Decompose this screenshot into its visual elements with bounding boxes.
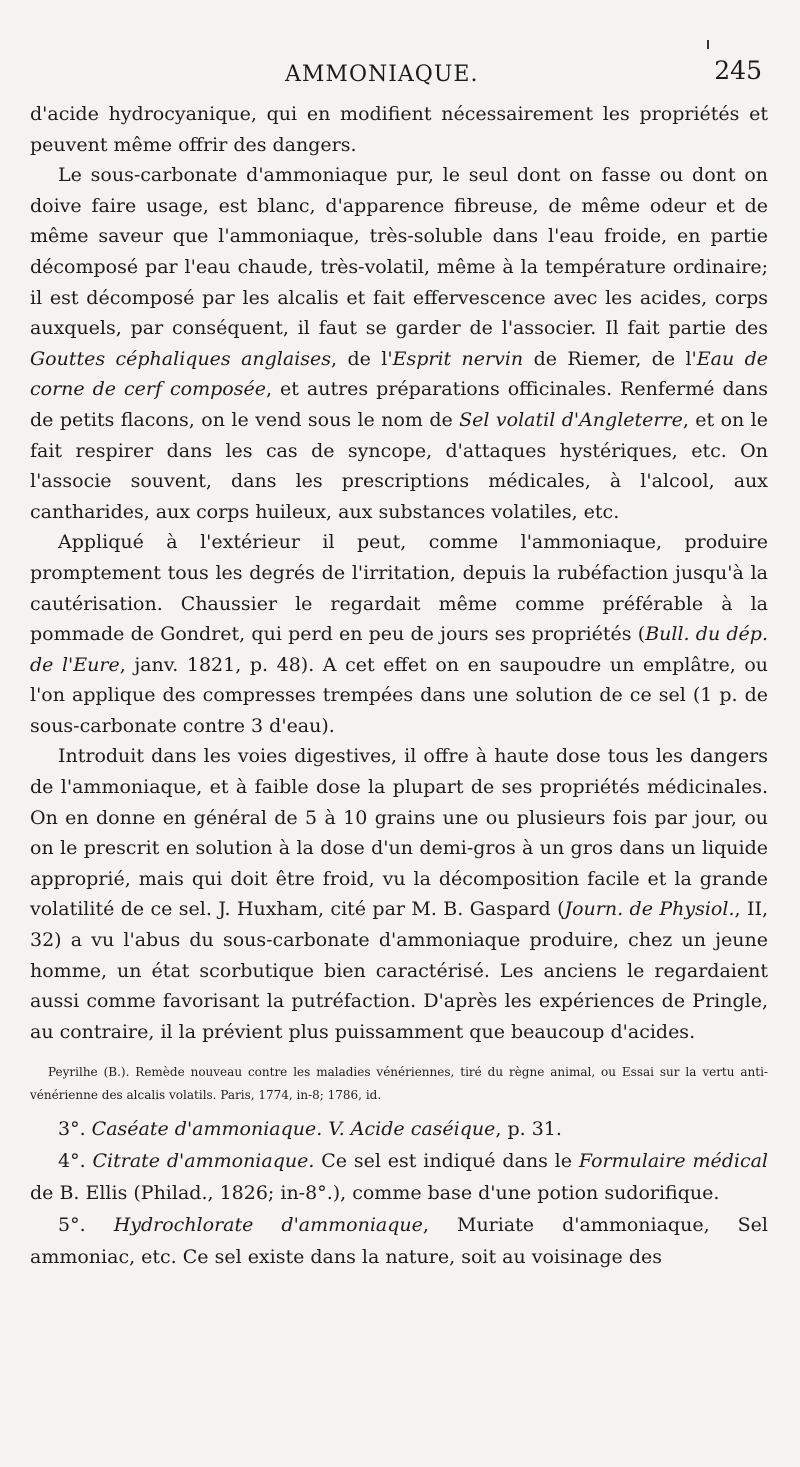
text-run: , II, 32) a vu l'abus du sous-carbonate d'ammoniaque produire, chez un jeune homme, un état scorbutique bien caractérisé. Les anciens le regardaient aussi comme favorisant la putréfaction. D'après les expériences de Pringle, au contraire, il la prévient plus puissamment que beaucoup d'acides. [30, 898, 768, 1043]
entry-title: Citrate d'ammoniaque. [92, 1150, 315, 1173]
text-run: , de l' [331, 347, 393, 370]
page-header [30, 56, 770, 96]
text-run: Le sous-carbonate d'ammoniaque pur, le seul dont on fasse ou dont on doive faire usage, est blanc, d'apparence fibreuse, de même odeur et de même saveur que l'ammoniaque, très-soluble dans l'eau froide, en partie décomposé par l'eau chaude, très-volatil, même à la température ordinaire; il est décomposé par les alcalis et fait effervescence avec les acides, corps auxquels, par conséquent, il faut se garder de l'associer. Il fait partie des [30, 164, 768, 340]
entry-caseate [30, 1113, 768, 1145]
italic-citation: Journ. de Physiol. [564, 898, 735, 921]
text-run: de Riemer, de l' [523, 347, 697, 370]
text-run: Ce sel est indiqué dans le [314, 1150, 579, 1173]
text-run: , p. 31. [495, 1118, 562, 1141]
entry-title: Caséate d'ammoniaque. V. Acide caséique [91, 1118, 496, 1141]
paragraph-usage-externe [30, 527, 768, 741]
page-number: 245 [714, 56, 762, 85]
italic-title: Eau de corne de cerf composée [30, 347, 769, 401]
italic-citation: Formulaire médical [578, 1150, 768, 1173]
text-run: , et on le fait respirer dans les cas de syncope, d'attaques hystériques, etc. On l'associe souvent, dans les prescriptions médicales, à l'alcool, aux cantharides, aux corps huileux, aux substances volatiles, etc. [30, 408, 768, 523]
bibliographic-note: Peyrilhe (B.). Remède nouveau contre les maladies vénériennes, tiré du règne animal, ou Essai sur la vertu anti-vénérienne des alcalis volatils. Paris, 1774, in-8; 1786, id. [30, 1065, 768, 1103]
text-run: , Muriate d'ammoniaque, Sel ammoniac, etc. Ce sel existe dans la nature, soit au voisinage des [30, 1214, 768, 1269]
italic-title: Gouttes céphaliques anglaises [30, 347, 332, 370]
entry-hydrochlorate [30, 1209, 768, 1273]
entry-number: 3°. [58, 1118, 92, 1141]
italic-citation: Bull. du dép. de l'Eure [30, 623, 769, 676]
paragraph-usage-interne [30, 741, 768, 1047]
text-run: , janv. 1821, p. 48). A cet effet on en saupoudre un emplâtre, ou l'on applique des compresses trempées dans une solution de ce sel (1 p. de sous-carbonate contre 3 d'eau). [30, 653, 768, 737]
entry-number: 5°. [58, 1214, 114, 1237]
text-run: Appliqué à l'extérieur il peut, comme l'ammoniaque, produire promptement tous les degrés de l'irritation, depuis la rubéfaction jusqu'à la cautérisation. Chaussier le regardait même comme préférable à la pommade de Gondret, qui perd en peu de jours ses propriétés ( [30, 531, 768, 646]
running-title: AMMONIAQUE. [285, 62, 479, 87]
text-run: Introduit dans les voies digestives, il offre à haute dose tous les dangers de l'ammoniaque, et à faible dose la plupart de ses propriétés médicinales. On en donne en général de 5 à 10 grains une ou plusieurs fois par jour, ou on le prescrit en solution à la dose d'un demi-gros à un gros dans un liquide approprié, mais qui doit être froid, vu la décomposition facile et la grande volatilité de ce sel. J. Huxham, cité par M. B. Gaspard ( [30, 745, 768, 921]
entry-number: 4°. [58, 1150, 93, 1173]
print-mark [707, 40, 709, 49]
italic-title: Esprit nervin [392, 347, 524, 370]
numbered-entries [30, 1113, 768, 1273]
text-run: d'acide hydrocyanique, qui en modifient nécessairement les propriétés et peuvent même offrir des dangers. [30, 103, 768, 156]
paragraph-sous-carbonate [30, 160, 768, 527]
italic-title: Sel volatil d'Angleterre [459, 408, 683, 431]
entry-citrate [30, 1145, 768, 1209]
text-run: , et autres préparations officinales. Renfermé dans de petits flacons, on le vend sous le nom de [30, 378, 768, 431]
text-run: de B. Ellis (Philad., 1826; in-8°.), comme base d'une potion sudorifique. [30, 1182, 720, 1205]
entry-title: Hydrochlorate d'ammoniaque [113, 1214, 423, 1237]
paragraph-continued [30, 99, 768, 160]
body-text [30, 99, 768, 1273]
